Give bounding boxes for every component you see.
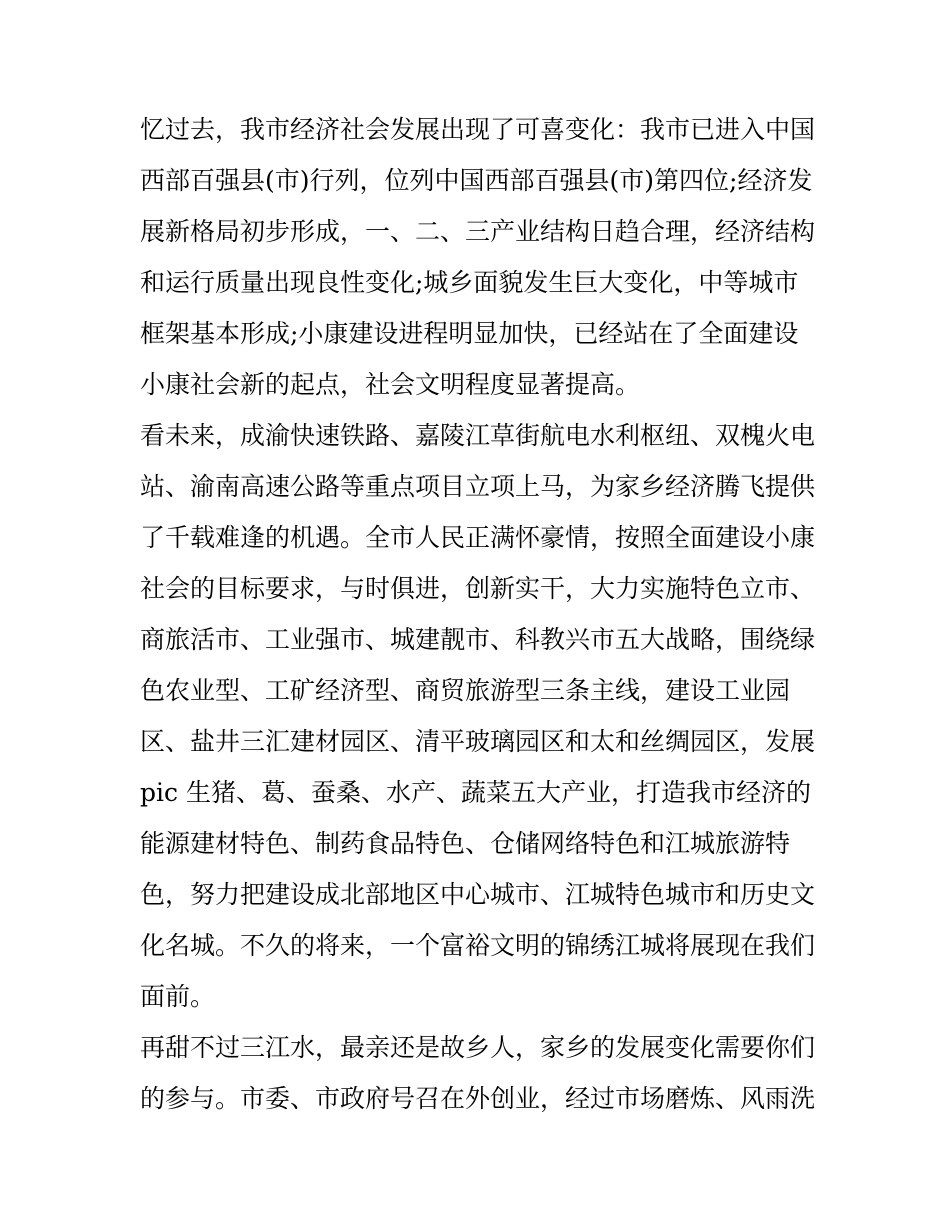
- text-line: 面前。: [140, 982, 216, 1011]
- text-line: 化名城。不久的将来，一个富裕文明的锦绣江城将展现在我们: [140, 931, 816, 960]
- document-body: [140, 104, 816, 1124]
- paragraph-2: [140, 410, 816, 1022]
- text-line: 西部百强县(市)行列，位列中国西部百强县(市)第四位;经济发: [140, 166, 813, 195]
- text-line: 商旅活市、工业强市、城建靓市、科教兴市五大战略，围绕绿: [140, 625, 816, 654]
- text-line: 色农业型、工矿经济型、商贸旅游型三条主线，建设工业园: [140, 676, 791, 705]
- text-line: 小康社会新的起点，社会文明程度显著提高。: [140, 370, 641, 399]
- text-line: 框架基本形成;小康建设进程明显加快，已经站在了全面建设: [140, 319, 799, 348]
- text-line: 了千载难逢的机遇。全市人民正满怀豪情，按照全面建设小康: [140, 523, 816, 552]
- text-line: 再甜不过三江水，最亲还是故乡人，家乡的发展变化需要你们: [140, 1033, 816, 1062]
- paragraph-1: [140, 104, 816, 410]
- text-line: pic 生猪、葛、蚕桑、水产、蔬菜五大产业，打造我市经济的: [140, 778, 811, 807]
- text-line: 展新格局初步形成，一、二、三产业结构日趋合理，经济结构: [140, 217, 816, 246]
- text-line: 色，努力把建设成北部地区中心城市、江城特色城市和历史文: [140, 880, 816, 909]
- text-line: 站、渝南高速公路等重点项目立项上马，为家乡经济腾飞提供: [140, 472, 816, 501]
- text-line: 和运行质量出现良性变化;城乡面貌发生巨大变化，中等城市: [140, 268, 799, 297]
- text-line: 社会的目标要求，与时俱进，创新实干，大力实施特色立市、: [140, 574, 816, 603]
- text-line: 能源建材特色、制药食品特色、仓储网络特色和江城旅游特: [140, 829, 791, 858]
- text-line: 忆过去，我市经济社会发展出现了可喜变化：我市已进入中国: [140, 115, 816, 144]
- text-line: 看未来，成渝快速铁路、嘉陵江草街航电水利枢纽、双槐火电: [140, 421, 816, 450]
- text-line: 区、盐井三汇建材园区、清平玻璃园区和太和丝绸园区，发展: [140, 727, 816, 756]
- paragraph-3: [140, 1022, 816, 1124]
- text-line: 的参与。市委、市政府号召在外创业，经过市场磨炼、风雨洗: [140, 1084, 816, 1113]
